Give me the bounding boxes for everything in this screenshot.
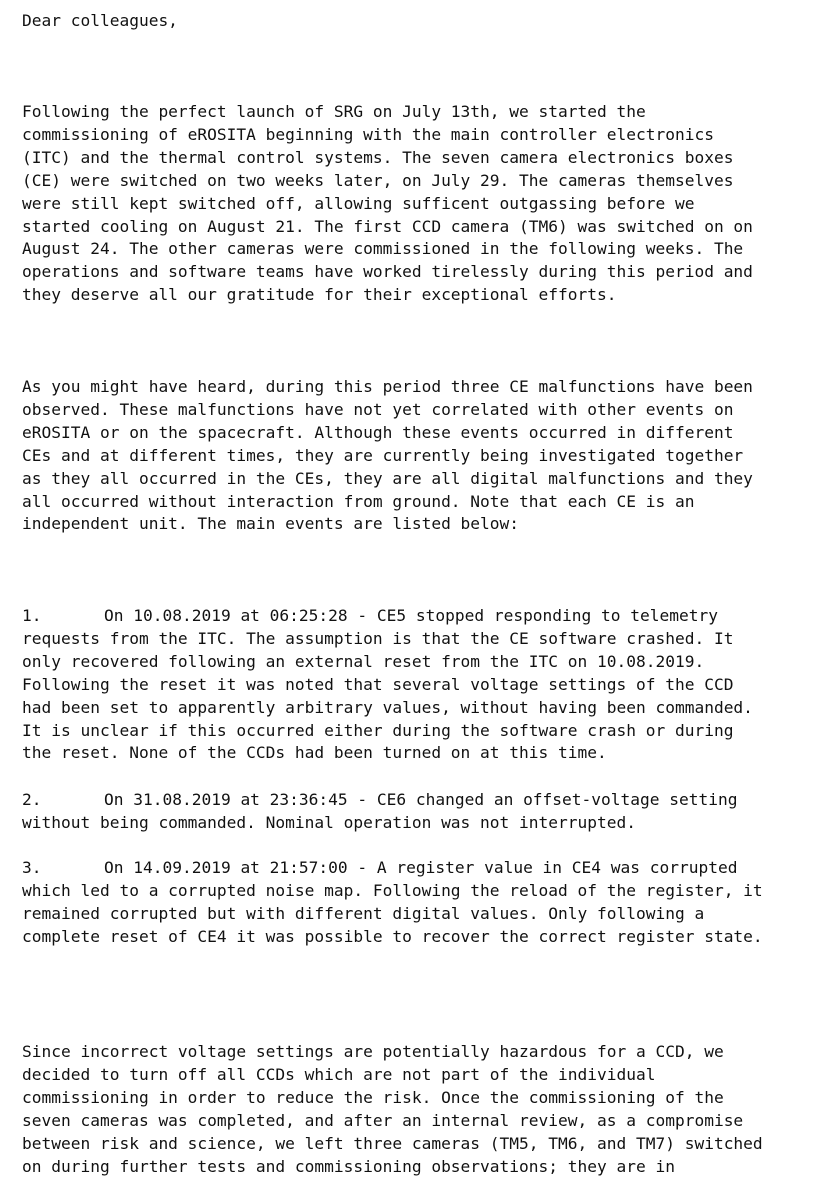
list-item-event-1 [22,605,753,765]
letter-document [22,0,822,1176]
paragraph-ccd-risk: Since incorrect voltage settings are potentially hazardous for a CCD, we decided to turn off all CCDs which are not part of the individual commissioning in order to reduce the risk. Once the commissioning of the seven cameras was completed, and after an internal review, as a compromise between risk and science, we left three cameras (TM5, TM6, and TM7) switched on during further tests and commissioning observations; they are in [22,1042,763,1176]
list-item-event-3 [22,857,763,949]
list-item-number: 3. [22,858,42,877]
list-item-number: 1. [22,606,42,625]
list-item-text: On 14.09.2019 at 21:57:00 - A register value in CE4 was corrupted which led to a corrupted noise map. Following the reload of the register, it remained corrupted but with different digital values. Only following a complete reset of CE4 it was possible to recover the correct register state. [22,858,763,946]
paragraph-ce-malfunctions: As you might have heard, during this period three CE malfunctions have been observed. These malfunctions have not yet correlated with other events on eROSITA or on the spacecraft. Although these events occurred in different CEs and at different times, they are currently being investigated together as they all occurred in the CEs, they are all digital malfunctions and they all occurred without interaction from ground. Note that each CE is an independent unit. The main events are listed below: [22,377,753,534]
list-item-event-2 [22,789,737,835]
paragraph-launch-commissioning: Following the perfect launch of SRG on July 13th, we started the commissioning of eROSITA beginning with the main controller electronics (ITC) and the thermal control systems. The seven camera electronics boxes (CE) were switched on two weeks later, on July 29. The cameras themselves were still kept switched off, allowing sufficent outgassing before we started cooling on August 21. The first CCD camera (TM6) was switched on on August 24. The other cameras were commissioned in the following weeks. The operations and software teams have worked tirelessly during this period and they deserve all our gratitude for their exceptional efforts. [22,102,753,305]
list-item-number: 2. [22,790,42,809]
list-item-text: On 31.08.2019 at 23:36:45 - CE6 changed an offset-voltage setting without being commanded. Nominal operation was not interrupted. [22,790,738,832]
list-item-text: On 10.08.2019 at 06:25:28 - CE5 stopped responding to telemetry requests from the ITC. The assumption is that the CE software crashed. It only recovered following an external reset from the ITC on 10.08.2019. Following the reset it was noted that several voltage settings of the CCD had been set to apparently arbitrary values, without having been commanded. It is unclear if this occurred either during the software crash or during the reset. None of the CCDs had been turned on at this time. [22,606,753,763]
salutation: Dear colleagues, [22,11,178,30]
